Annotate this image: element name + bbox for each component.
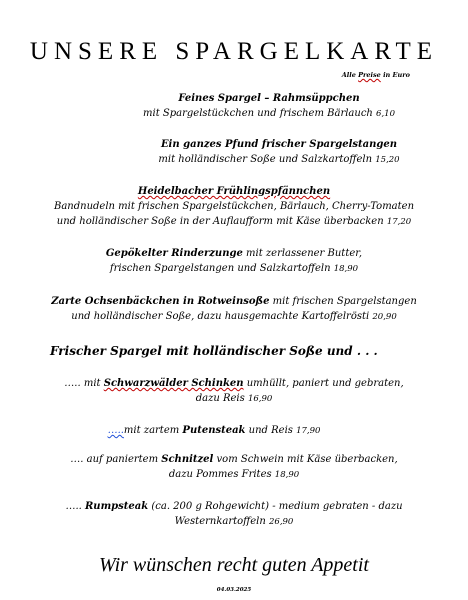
- section-heading: Frischer Spargel mit holländischer Soße und . . .: [50, 344, 378, 358]
- item-price: 15,20: [375, 155, 400, 165]
- item-name: Heidelbacher Frühlingspfännchen: [137, 186, 331, 197]
- menu-title: UNSERE SPARGELKARTE: [29, 38, 439, 65]
- item-description: mit Spargelstückchen und frischem Bärlauch: [143, 108, 377, 119]
- footer-date: 04.03.2025: [216, 587, 252, 593]
- option-prefix: ….. mit: [64, 378, 104, 389]
- menu-option: [0, 376, 468, 407]
- closing-greeting: Wir wünschen recht guten Appetit: [99, 554, 369, 576]
- price-note: [342, 71, 410, 79]
- option-name: Rumpsteak: [84, 501, 149, 512]
- option-name: Putensteak: [182, 425, 246, 436]
- price-note-word: Preise: [358, 71, 381, 79]
- item-description: mit holländischer Soße und Salzkartoffeln: [158, 154, 376, 165]
- item-description: mit frischen Spargelstangen: [269, 296, 417, 307]
- option-name: Schwarzwälder Schinken: [103, 378, 244, 389]
- option-description-2: dazu Pommes Frites: [168, 469, 275, 480]
- menu-item: [0, 137, 468, 168]
- option-price: 17,90: [296, 426, 321, 436]
- item-name: Ein ganzes Pfund frischer Spargelstangen: [160, 139, 398, 150]
- item-name: Gepökelter Rinderzunge: [105, 248, 243, 259]
- option-prefix: mit zartem: [123, 425, 183, 436]
- option-description-2: dazu Reis: [195, 393, 248, 404]
- menu-option: [0, 499, 468, 530]
- item-price: 17,20: [386, 217, 412, 227]
- menu-item: [0, 294, 468, 325]
- menu-item: [0, 246, 468, 277]
- option-description: und Reis: [245, 425, 297, 436]
- option-description-2: Westernkartoffeln: [174, 516, 269, 527]
- item-name: Feines Spargel – Rahmsüppchen: [178, 93, 360, 104]
- item-description: Bandnudeln mit frischen Spargelstückchen, Bärlauch, Cherry-Tomaten: [53, 201, 415, 212]
- menu-option: [0, 452, 468, 483]
- item-description-2: und holländischer Soße, dazu hausgemachte Kartoffelrösti: [71, 311, 373, 322]
- option-prefix: …. auf paniertem: [70, 454, 162, 465]
- option-description: umhüllt, paniert und gebraten,: [243, 378, 404, 389]
- item-price: 18,90: [333, 264, 359, 274]
- menu-item: [0, 91, 468, 122]
- option-price: 18,90: [274, 470, 300, 480]
- item-price: 20,90: [372, 312, 397, 322]
- item-price: 6,10: [376, 109, 395, 119]
- menu-item: [0, 184, 468, 230]
- option-dots: …..: [107, 425, 124, 436]
- menu-option: [0, 423, 468, 439]
- option-price: 16,90: [247, 394, 273, 404]
- option-prefix: …..: [65, 501, 85, 512]
- option-price: 26,90: [269, 517, 294, 527]
- option-name: Schnitzel: [161, 454, 214, 465]
- item-name: Zarte Ochsenbäckchen in Rotweinsoße: [51, 296, 270, 307]
- price-note-pre: Alle: [341, 71, 359, 79]
- item-description-2: frischen Spargelstangen und Salzkartoffeln: [109, 263, 334, 274]
- option-description: (ca. 200 g Rohgewicht) - medium gebraten - dazu: [148, 501, 403, 512]
- item-description: mit zerlassener Butter,: [242, 248, 363, 259]
- item-description-2: und holländischer Soße in der Auflaufform mit Käse überbacken: [56, 216, 387, 227]
- price-note-post: in Euro: [380, 71, 410, 79]
- option-description: vom Schwein mit Käse überbacken,: [213, 454, 398, 465]
